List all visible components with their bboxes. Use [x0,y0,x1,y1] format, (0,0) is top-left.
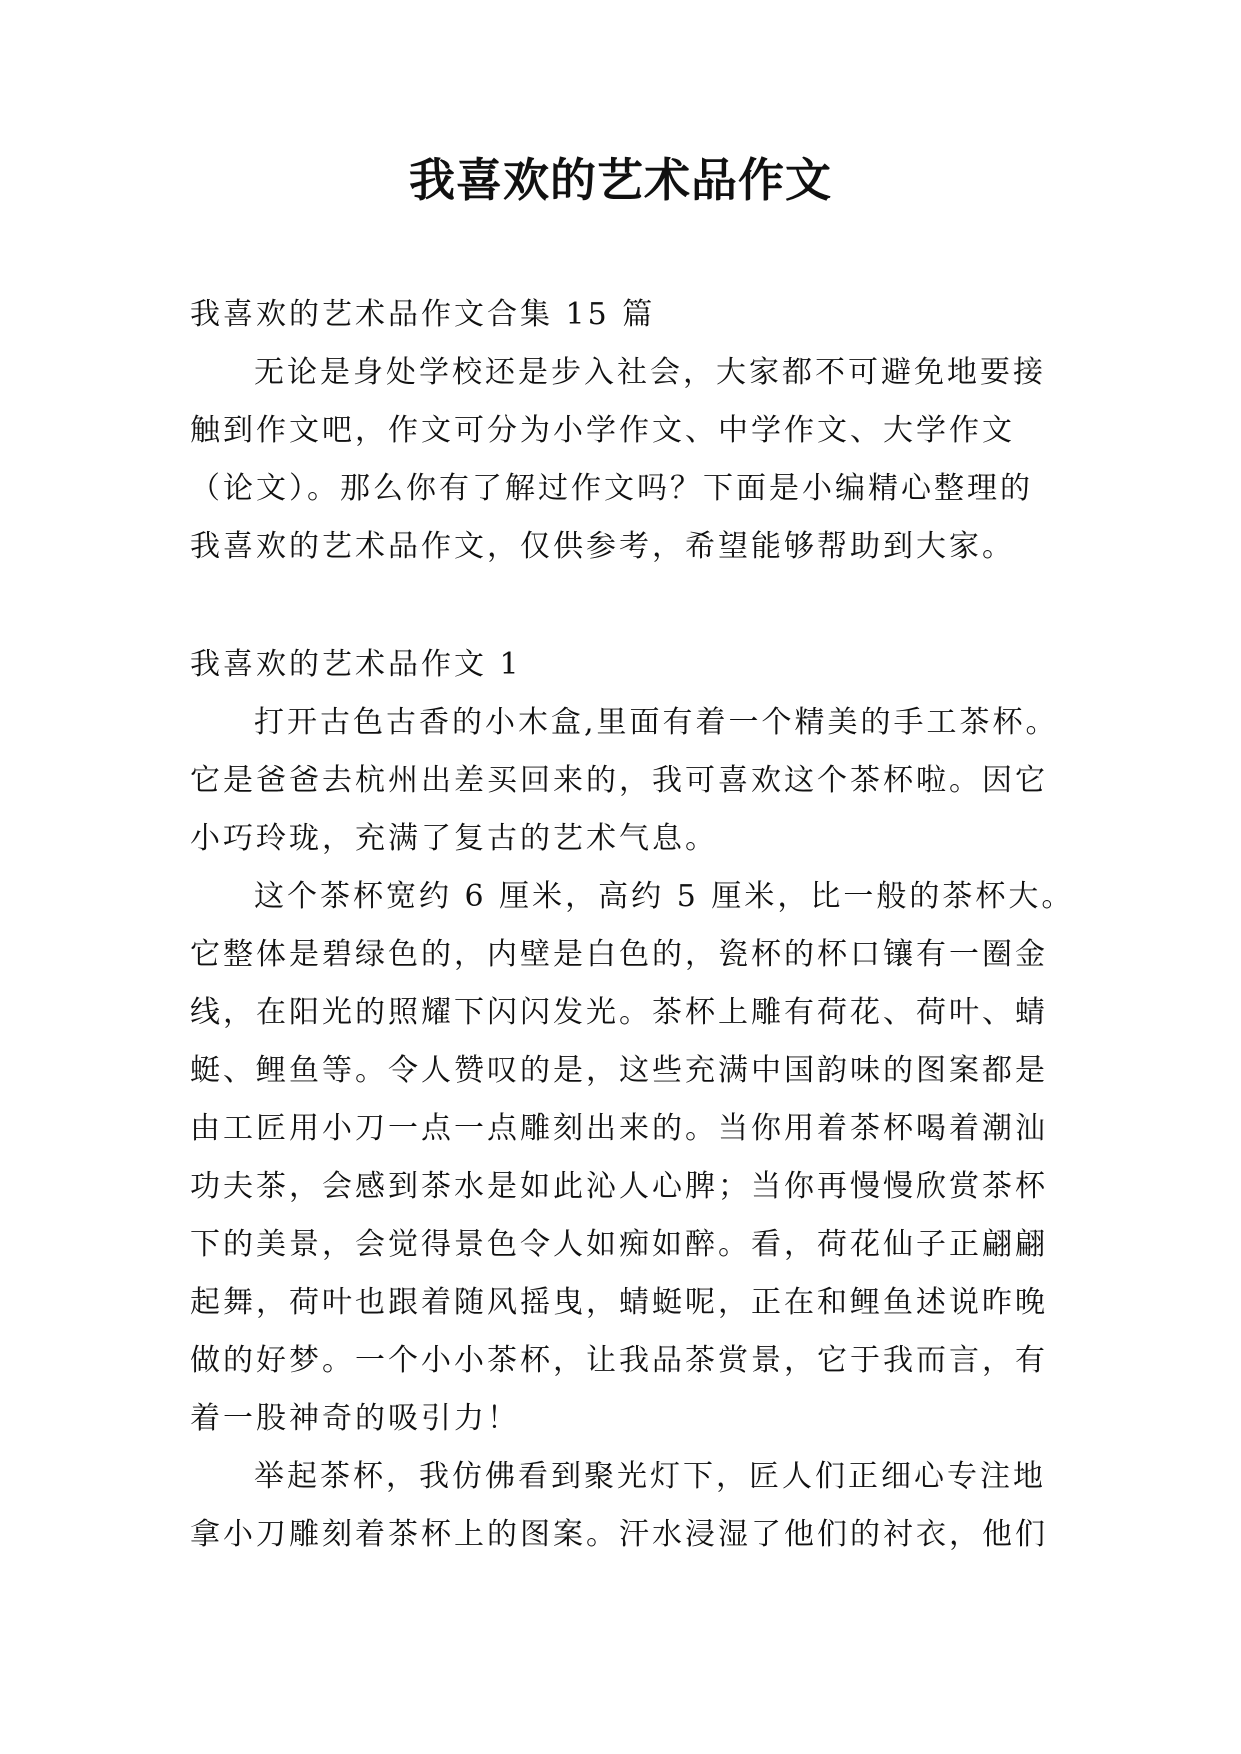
paragraph-line: 它是爸爸去杭州出差买回来的，我可喜欢这个茶杯啦。因它 [190,763,1048,798]
intro-line: （论文）。那么你有了解过作文吗？下面是小编精心整理的 [190,471,1033,506]
paragraph-line: 它整体是碧绿色的，内壁是白色的，瓷杯的杯口镶有一圈金 [190,937,1048,972]
paragraph-line: 举起茶杯，我仿佛看到聚光灯下，匠人们正细心专注地 [254,1459,1046,1494]
document-title: 我喜欢的艺术品作文 [409,153,832,207]
intro-line: 我喜欢的艺术品作文，仅供参考，希望能够帮助到大家。 [190,529,1015,564]
intro-line: 触到作文吧，作文可分为小学作文、中学作文、大学作文 [190,413,1015,448]
paragraph-line: 由工匠用小刀一点一点雕刻出来的。当你用着茶杯喝着潮汕 [190,1111,1048,1146]
section-heading: 我喜欢的艺术品作文 1 [190,647,522,682]
paragraph-line: 着一股神奇的吸引力！ [190,1401,520,1436]
paragraph-line: 下的美景，会觉得景色令人如痴如醉。看，荷花仙子正翩翩 [190,1227,1048,1262]
paragraph-line: 功夫茶，会感到茶水是如此沁人心脾；当你再慢慢欣赏茶杯 [190,1169,1048,1204]
paragraph-line: 线，在阳光的照耀下闪闪发光。茶杯上雕有荷花、荷叶、蜻 [190,995,1048,1030]
collection-subtitle: 我喜欢的艺术品作文合集 15 篇 [190,297,656,332]
paragraph-line: 打开古色古香的小木盒,里面有着一个精美的手工茶杯。 [254,705,1059,740]
paragraph-line: 这个茶杯宽约 6 厘米，高约 5 厘米，比一般的茶杯大。 [254,879,1075,914]
section-spacer [190,576,1070,636]
paragraph-line: 蜓、鲤鱼等。令人赞叹的是，这些充满中国韵味的图案都是 [190,1053,1048,1088]
paragraph-line: 起舞，荷叶也跟着随风摇曳，蜻蜓呢，正在和鲤鱼述说昨晚 [190,1285,1048,1320]
intro-line: 无论是身处学校还是步入社会，大家都不可避免地要接 [254,355,1046,390]
paragraph-line: 小巧玲珑，充满了复古的艺术气息。 [190,821,718,856]
paragraph-line: 做的好梦。一个小小茶杯，让我品茶赏景，它于我而言，有 [190,1343,1048,1378]
paragraph-line: 拿小刀雕刻着茶杯上的图案。汗水浸湿了他们的衬衣，他们 [190,1517,1048,1552]
document-body [190,286,1075,1564]
